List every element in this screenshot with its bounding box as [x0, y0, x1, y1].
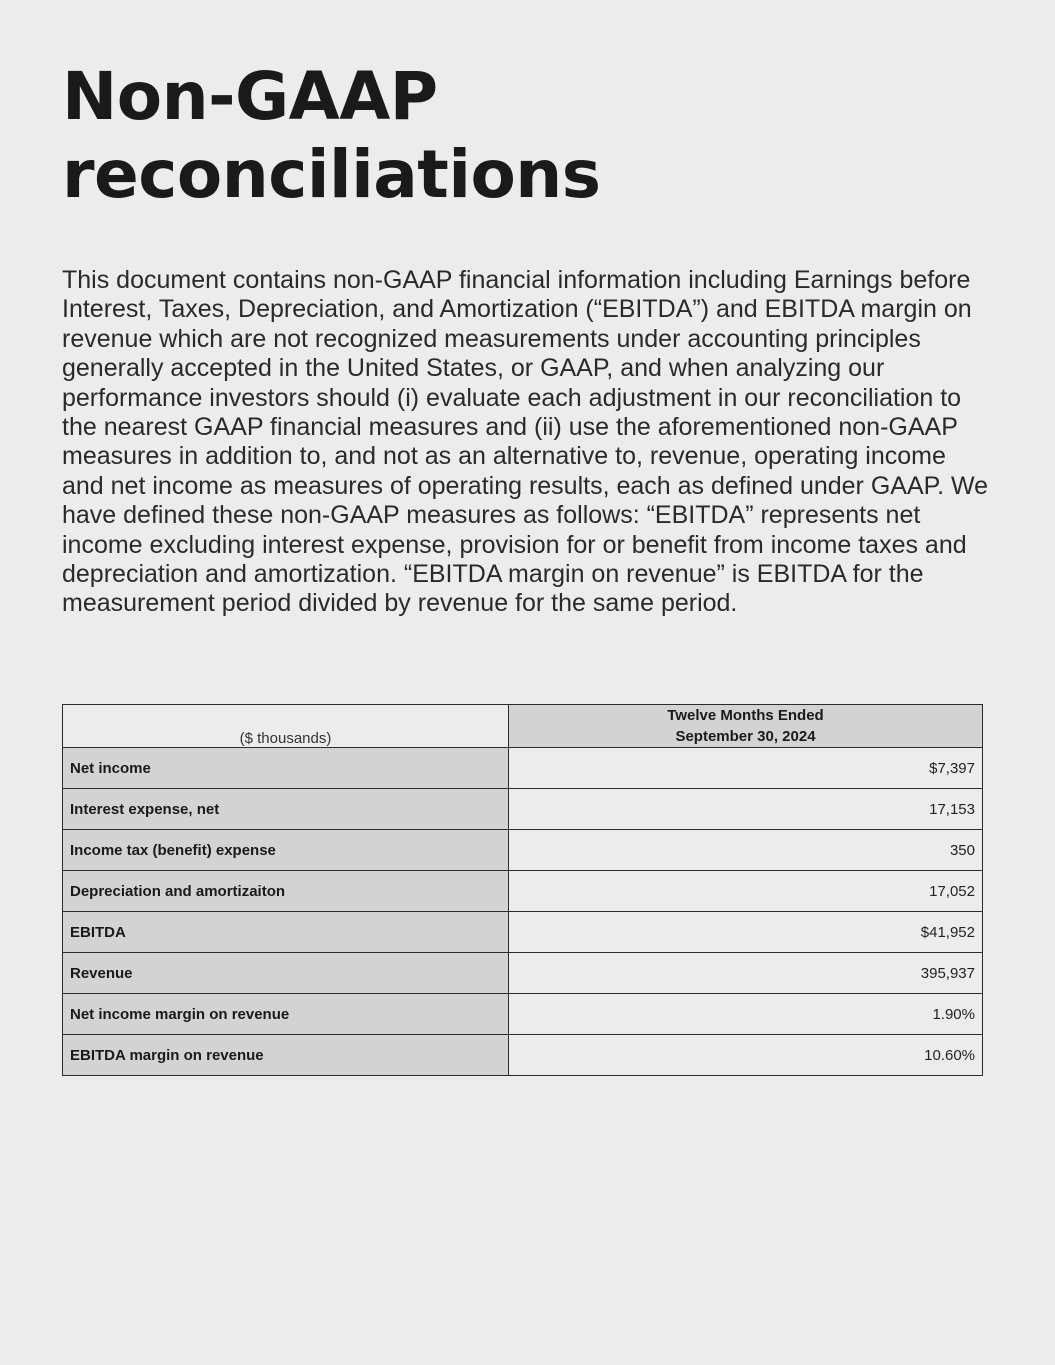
period-header-line1: Twelve Months Ended [667, 707, 824, 724]
period-header [509, 705, 983, 748]
period-header-line2: September 30, 2024 [675, 728, 816, 745]
row-label: Income tax (benefit) expense [63, 830, 509, 871]
intro-paragraph: This document contains non-GAAP financial information including Earnings before Interest, Taxes, Depreciation, and Amortization (“EBITDA”) and EBITDA margin on revenue which are not recognized measurements under accounting principles generally accepted in the United States, or GAAP, and when analyzing our performance investors should (i) evaluate each adjustment in our reconciliation to the nearest GAAP financial measures and (ii) use the aforementioned non-GAAP measures in addition to, and not as an alternative to, revenue, operating income and net income as measures of operating results, each as defined under GAAP. We have defined these non-GAAP measures as follows: “EBITDA” represents net income excluding interest expense, provision for or benefit from income taxes and depreciation and amortization. “EBITDA margin on revenue” is EBITDA for the measurement period divided by revenue for the same period. [62, 266, 989, 618]
row-value: 350 [509, 830, 983, 871]
row-value: 10.60% [509, 1035, 983, 1076]
row-label: Interest expense, net [63, 789, 509, 830]
reconciliation-table [62, 704, 983, 1076]
units-header: ($ thousands) [63, 705, 509, 748]
table-row [63, 912, 983, 953]
row-label: EBITDA [63, 912, 509, 953]
row-label: Depreciation and amortizaiton [63, 871, 509, 912]
table-row [63, 748, 983, 789]
row-value: 395,937 [509, 953, 983, 994]
table-row [63, 871, 983, 912]
row-label: Net income [63, 748, 509, 789]
row-value: $41,952 [509, 912, 983, 953]
row-value: 17,153 [509, 789, 983, 830]
table-row [63, 1035, 983, 1076]
row-value: $7,397 [509, 748, 983, 789]
table-row [63, 994, 983, 1035]
row-label: Revenue [63, 953, 509, 994]
table-row [63, 789, 983, 830]
row-label: Net income margin on revenue [63, 994, 509, 1035]
table-row [63, 830, 983, 871]
document-page [62, 58, 992, 619]
table-row [63, 953, 983, 994]
table-header-row [63, 705, 983, 748]
row-value: 17,052 [509, 871, 983, 912]
page-title: Non-GAAP reconciliations [62, 58, 601, 213]
row-value: 1.90% [509, 994, 983, 1035]
row-label: EBITDA margin on revenue [63, 1035, 509, 1076]
